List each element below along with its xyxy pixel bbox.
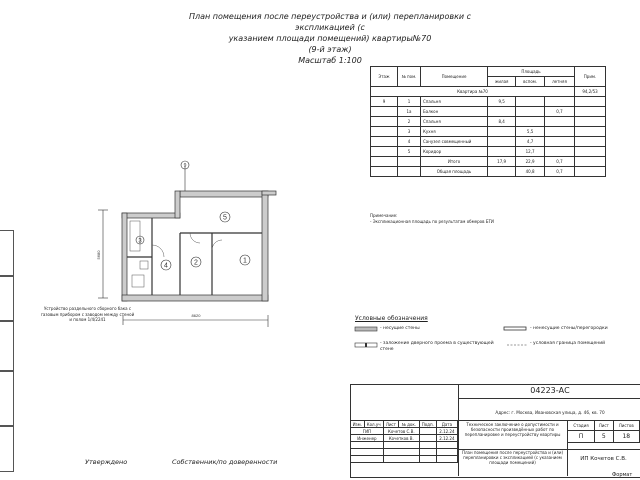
stamp-plan-title: План помещения после переустройства и (или) перепланировки с экспликацией (с указанием площади помещений) bbox=[461, 450, 564, 465]
cell-floor: 9 bbox=[371, 97, 398, 107]
owner-label: Собственник/по доверенности bbox=[172, 458, 278, 466]
room-label-3: 3 bbox=[138, 238, 142, 245]
overall-label: Общая площадь bbox=[421, 167, 488, 177]
cell-summer bbox=[544, 137, 574, 147]
cell-note bbox=[575, 137, 606, 147]
apartment-total: 94,2/53 bbox=[575, 87, 606, 97]
cell-floor bbox=[371, 117, 398, 127]
wall-top-left bbox=[122, 213, 180, 218]
totals-summer: 0,7 bbox=[544, 157, 574, 167]
cell-floor bbox=[371, 107, 398, 117]
cell-floor bbox=[371, 147, 398, 157]
table-row bbox=[371, 117, 606, 127]
door-swing bbox=[152, 245, 164, 257]
table-row bbox=[371, 127, 606, 137]
title-line-3: (9-й этаж) bbox=[308, 45, 352, 54]
cell-no: 1а bbox=[398, 107, 421, 117]
binding-cell bbox=[0, 370, 14, 427]
date-cell: 2.12.24 bbox=[436, 428, 457, 435]
cell-note bbox=[575, 117, 606, 127]
cell-room: Санузел совмещенный bbox=[421, 137, 488, 147]
wall-top-main bbox=[180, 191, 268, 197]
sheet-label: Лист bbox=[595, 421, 613, 431]
wall-left bbox=[122, 213, 127, 301]
cell-living: 9,5 bbox=[488, 97, 516, 107]
cell-no: 3 bbox=[398, 127, 421, 137]
dimension-left: 5680 bbox=[96, 250, 101, 260]
room-label-4: 4 bbox=[164, 262, 168, 270]
title-scale: Масштаб 1:100 bbox=[298, 56, 362, 65]
cell-living bbox=[488, 127, 516, 137]
cell-living bbox=[488, 147, 516, 157]
col-header: Изм. bbox=[351, 421, 365, 428]
wall-right bbox=[262, 191, 268, 301]
legend-item-door: - заложение дверного проема в существующей стене bbox=[380, 341, 494, 352]
room-label-2: 2 bbox=[194, 259, 198, 267]
cell-summer: 0,7 bbox=[544, 107, 574, 117]
stamp-description: Техническое заключение о допустимости и безопасности произведённых работ по перепланировке и переустройству квартиры bbox=[464, 422, 561, 437]
room-label-1: 1 bbox=[243, 257, 247, 265]
header-summer: летняя bbox=[544, 77, 574, 87]
approved-label: Утверждено bbox=[85, 458, 128, 466]
sheets-label: Листов bbox=[613, 421, 639, 431]
stamp-code: 04223-АС bbox=[530, 386, 570, 395]
note-text: - Экспликационная площадь по результатам обмеров БТИ bbox=[370, 219, 494, 224]
binding-cell bbox=[0, 230, 14, 277]
totals-row bbox=[371, 157, 606, 167]
table-note bbox=[370, 213, 550, 225]
cell-note bbox=[575, 147, 606, 157]
name-cell: Кочетов С.В. bbox=[383, 428, 419, 435]
legend-item-boundary: - условная граница помещений bbox=[530, 341, 606, 346]
stage-label: Стадия bbox=[568, 421, 595, 431]
col-header: Кол.уч bbox=[364, 421, 383, 428]
signature-cell bbox=[419, 435, 436, 442]
sheets-value: 18 bbox=[613, 431, 639, 443]
cell-aux bbox=[516, 107, 545, 117]
cell-room: Балкон bbox=[421, 107, 488, 117]
cell-aux: 5,5 bbox=[516, 127, 545, 137]
note-title: Примечание: bbox=[370, 213, 398, 218]
drawing-title bbox=[170, 11, 490, 66]
axis-label: 9 bbox=[183, 163, 187, 169]
wall-balcony-rail bbox=[262, 191, 276, 195]
cell-no: 4 bbox=[398, 137, 421, 147]
name-cell: Кочетков В. bbox=[383, 435, 419, 442]
cell-floor bbox=[371, 127, 398, 137]
dimension-bottom: 8620 bbox=[191, 313, 201, 318]
totals-living: 17,9 bbox=[488, 157, 516, 167]
overall-row bbox=[371, 167, 606, 177]
table-row bbox=[371, 147, 606, 157]
overall-summer: 0,7 bbox=[544, 167, 574, 177]
legend-item-bearing: - несущие стены bbox=[380, 326, 420, 331]
col-header: Дата bbox=[436, 421, 457, 428]
cell-no: 2 bbox=[398, 117, 421, 127]
stove bbox=[132, 275, 144, 287]
header-note: Прим. bbox=[575, 67, 606, 87]
cell-summer bbox=[544, 97, 574, 107]
cell-room: Спальня bbox=[421, 97, 488, 107]
col-header: Лист bbox=[383, 421, 398, 428]
cell-summer bbox=[544, 127, 574, 137]
legend-symbol-partition bbox=[504, 327, 526, 330]
cell-room: Коридор bbox=[421, 147, 488, 157]
door-swing bbox=[190, 233, 200, 243]
sheet-value: 5 bbox=[595, 431, 613, 443]
role-cell: ГИП bbox=[351, 428, 384, 435]
table-row bbox=[371, 97, 606, 107]
header-floor: Этаж bbox=[371, 67, 398, 87]
title-line-2: указанием площади помещений) квартиры№70 bbox=[228, 34, 432, 43]
col-header: Подп. bbox=[419, 421, 436, 428]
cell-floor bbox=[371, 137, 398, 147]
format-label: Формат bbox=[612, 472, 633, 478]
cell-room: Кухня bbox=[421, 127, 488, 137]
table-row bbox=[371, 107, 606, 117]
binding-cell bbox=[0, 320, 14, 372]
wall-step bbox=[175, 191, 180, 218]
totals-label: Итого bbox=[421, 157, 488, 167]
stamp-address: Адрес: г. Москва, Ивановская улица, д. 46, кв. 70 bbox=[495, 410, 605, 415]
wall-bottom bbox=[122, 295, 268, 301]
date-cell: 2.12.24 bbox=[436, 435, 457, 442]
door-swing bbox=[212, 240, 222, 250]
room-label-5: 5 bbox=[223, 214, 227, 222]
cell-living bbox=[488, 137, 516, 147]
stamp-company: ИП Кочетов С.В. bbox=[580, 456, 627, 462]
col-header: № док. bbox=[398, 421, 419, 428]
cell-aux: 12,7 bbox=[516, 147, 545, 157]
apartment-label: Квартира №70 bbox=[371, 87, 575, 97]
header-no: № пом. bbox=[398, 67, 421, 87]
cell-no: 1 bbox=[398, 97, 421, 107]
header-aux: вспом. bbox=[516, 77, 545, 87]
stage-value: П bbox=[568, 431, 595, 443]
cell-summer bbox=[544, 147, 574, 157]
cell-living: 8,4 bbox=[488, 117, 516, 127]
legend-title: Условные обозначения bbox=[355, 315, 428, 322]
table-row bbox=[371, 137, 606, 147]
header-area: Площадь bbox=[488, 67, 575, 77]
totals-aux: 22,9 bbox=[516, 157, 545, 167]
title-line-1: План помещения после переустройства и (или) перепланировки с экспликацией (с bbox=[188, 12, 472, 32]
cell-summer bbox=[544, 117, 574, 127]
role-cell: Инженер bbox=[351, 435, 384, 442]
binding-cell bbox=[0, 425, 14, 472]
cell-aux bbox=[516, 97, 545, 107]
header-living: жилая bbox=[488, 77, 516, 87]
explication-table bbox=[370, 66, 606, 177]
legend-symbol-bearing-wall bbox=[355, 327, 377, 331]
header-room: Помещение bbox=[421, 67, 488, 87]
sink bbox=[140, 261, 148, 269]
cell-note bbox=[575, 97, 606, 107]
cell-living bbox=[488, 107, 516, 117]
cell-no: 5 bbox=[398, 147, 421, 157]
cell-aux bbox=[516, 117, 545, 127]
cell-note bbox=[575, 107, 606, 117]
plan-callout: Устройство раздельного сборного бака с газовым прибором с заводом между стеной и полом 1/4/2241 bbox=[40, 306, 135, 322]
cell-room: Спальня bbox=[421, 117, 488, 127]
stamp-line bbox=[458, 398, 640, 399]
stamp-signatures bbox=[350, 420, 458, 463]
cell-aux: 4,7 bbox=[516, 137, 545, 147]
binding-cell bbox=[0, 275, 14, 322]
signature-cell bbox=[419, 428, 436, 435]
cell-note bbox=[575, 127, 606, 137]
overall-aux: 40,8 bbox=[516, 167, 545, 177]
stamp-sheet-info bbox=[567, 420, 640, 443]
legend-item-partition: - ненесущие стены/перегородки bbox=[530, 326, 608, 331]
stamp-vline bbox=[458, 384, 459, 476]
